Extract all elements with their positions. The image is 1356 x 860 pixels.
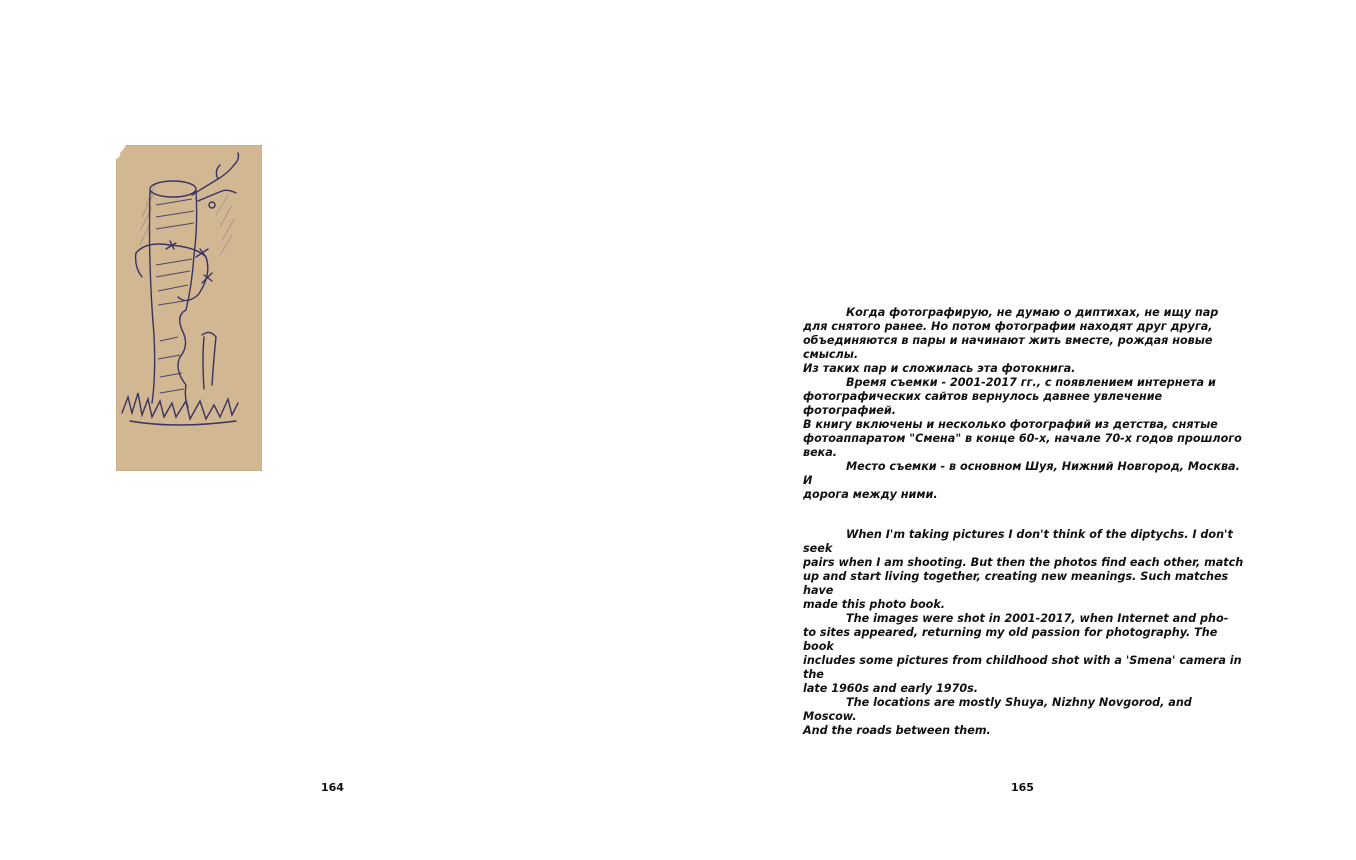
- tree-stump-sketch-icon: [116, 145, 262, 471]
- page-number: 164: [321, 781, 344, 794]
- paragraph: The images were shot in 2001-2017, when Internet and pho- to sites appeared, returning my old passion for photography. The book includes some pictures from childhood shot with a 'Smena' camera in the late 1960s and early 1970s.: [803, 612, 1242, 695]
- right-page: [678, 0, 1356, 860]
- paragraph: The locations are mostly Shuya, Nizhny Novgorod, and Moscow. And the roads between them.: [803, 696, 1192, 737]
- russian-text-block: [803, 306, 1248, 502]
- paragraph: Когда фотографирую, не думаю о диптихах, не ищу пар для снятого ранее. Но потом фотографии находят друг друга, объединяются в пары и начинают жить вместе, рождая новые смыслы. Из таких пар и сложилась эта фотокнига.: [803, 306, 1219, 375]
- paragraph: When I'm taking pictures I don't think of the diptychs. I don't seek pairs when I am shooting. But then the photos find each other, match up and start living together, creating new meanings. Such matches have made this photo book.: [803, 528, 1244, 611]
- page-number: 165: [1011, 781, 1034, 794]
- english-text-block: [803, 528, 1248, 738]
- paragraph: Место съемки - в основном Шуя, Нижний Новгород, Москва. И дорога между ними.: [803, 460, 1240, 501]
- paragraph: Время съемки - 2001-2017 гг., с появлением интернета и фотографических сайтов вернулось давнее увлечение фотографией. В книгу включены и несколько фотографий из детства, снятые фотоаппаратом "Смена" в конце 60-х, начале 70-х годов прошлого века.: [803, 376, 1242, 459]
